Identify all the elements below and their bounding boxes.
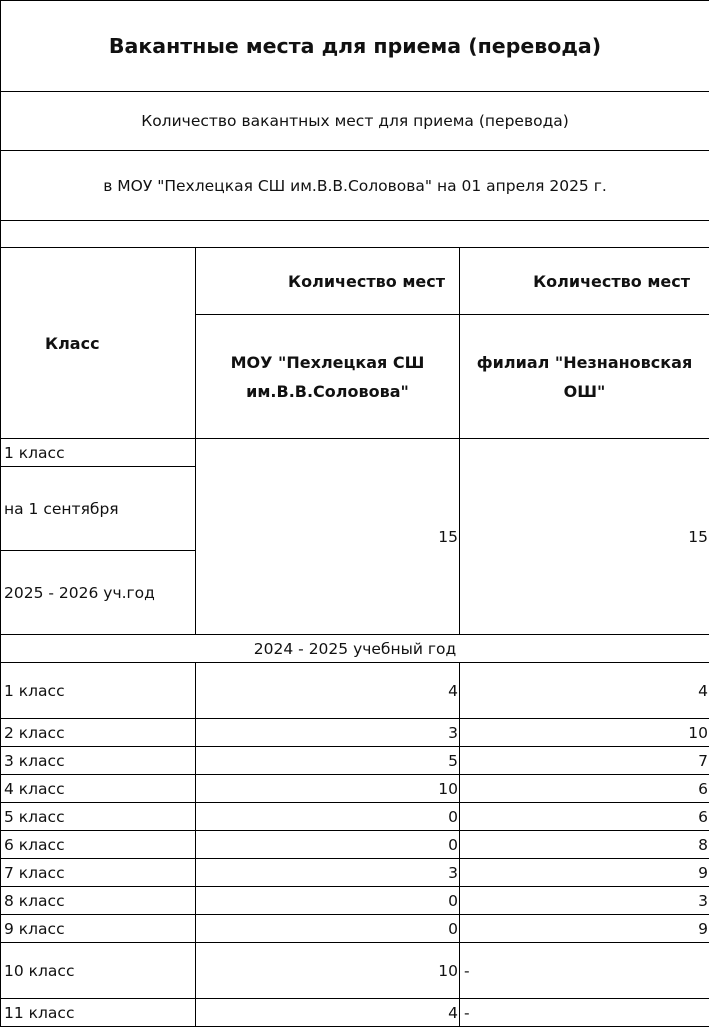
next-year-period-label: 2025 - 2026 уч.год: [1, 551, 196, 635]
institution-line: в МОУ "Пехлецкая СШ им.В.В.Соловова" на 01 апреля 2025 г.: [1, 151, 709, 221]
class-column-header: Класс: [1, 248, 196, 439]
row-school-2-value: 9: [460, 859, 709, 887]
row-school-1-value: 10: [196, 943, 460, 999]
next-year-school-2-value: 15: [460, 439, 709, 635]
row-school-2-value: 6: [460, 775, 709, 803]
row-school-2-value: 10: [460, 719, 709, 747]
row-school-2-value: 9: [460, 915, 709, 943]
table-row: [1, 999, 709, 1027]
row-class-label: 9 класс: [1, 915, 196, 943]
school-1-name: МОУ "Пехлецкая СШ им.В.В.Соловова": [196, 315, 460, 439]
row-school-2-value: -: [460, 999, 709, 1027]
spacer-row: [1, 221, 709, 248]
table-row: [1, 747, 709, 775]
row-school-1-value: 5: [196, 747, 460, 775]
table-row: [1, 943, 709, 999]
row-school-2-value: 4: [460, 663, 709, 719]
row-school-2-value: 8: [460, 831, 709, 859]
current-year-section-label: 2024 - 2025 учебный год: [1, 635, 709, 663]
row-school-1-value: 3: [196, 719, 460, 747]
row-class-label: 8 класс: [1, 887, 196, 915]
row-class-label: 4 класс: [1, 775, 196, 803]
table-row: [1, 859, 709, 887]
row-school-2-value: -: [460, 943, 709, 999]
page-title: Вакантные места для приема (перевода): [1, 1, 709, 92]
row-school-1-value: 3: [196, 859, 460, 887]
places-header-school-1: Количество мест: [196, 248, 460, 315]
table-row: [1, 803, 709, 831]
table-row: [1, 831, 709, 859]
table-row: [1, 719, 709, 747]
row-school-1-value: 4: [196, 663, 460, 719]
row-class-label: 1 класс: [1, 663, 196, 719]
table-row: [1, 915, 709, 943]
row-class-label: 11 класс: [1, 999, 196, 1027]
row-school-2-value: 7: [460, 747, 709, 775]
table-row: [1, 663, 709, 719]
table-row: [1, 887, 709, 915]
next-year-date-label: на 1 сентября: [1, 467, 196, 551]
next-year-class-label: 1 класс: [1, 439, 196, 467]
page-subtitle: Количество вакантных мест для приема (перевода): [1, 92, 709, 151]
row-class-label: 6 класс: [1, 831, 196, 859]
row-school-1-value: 0: [196, 803, 460, 831]
row-school-1-value: 0: [196, 887, 460, 915]
row-school-1-value: 4: [196, 999, 460, 1027]
row-class-label: 7 класс: [1, 859, 196, 887]
row-class-label: 10 класс: [1, 943, 196, 999]
row-class-label: 3 класс: [1, 747, 196, 775]
school-2-name: филиал "Незнановская ОШ": [460, 315, 709, 439]
row-class-label: 5 класс: [1, 803, 196, 831]
row-school-1-value: 0: [196, 831, 460, 859]
row-school-1-value: 0: [196, 915, 460, 943]
row-class-label: 2 класс: [1, 719, 196, 747]
table-row: [1, 775, 709, 803]
places-header-school-2: Количество мест: [460, 248, 709, 315]
row-school-2-value: 3: [460, 887, 709, 915]
row-school-2-value: 6: [460, 803, 709, 831]
row-school-1-value: 10: [196, 775, 460, 803]
next-year-school-1-value: 15: [196, 439, 460, 635]
